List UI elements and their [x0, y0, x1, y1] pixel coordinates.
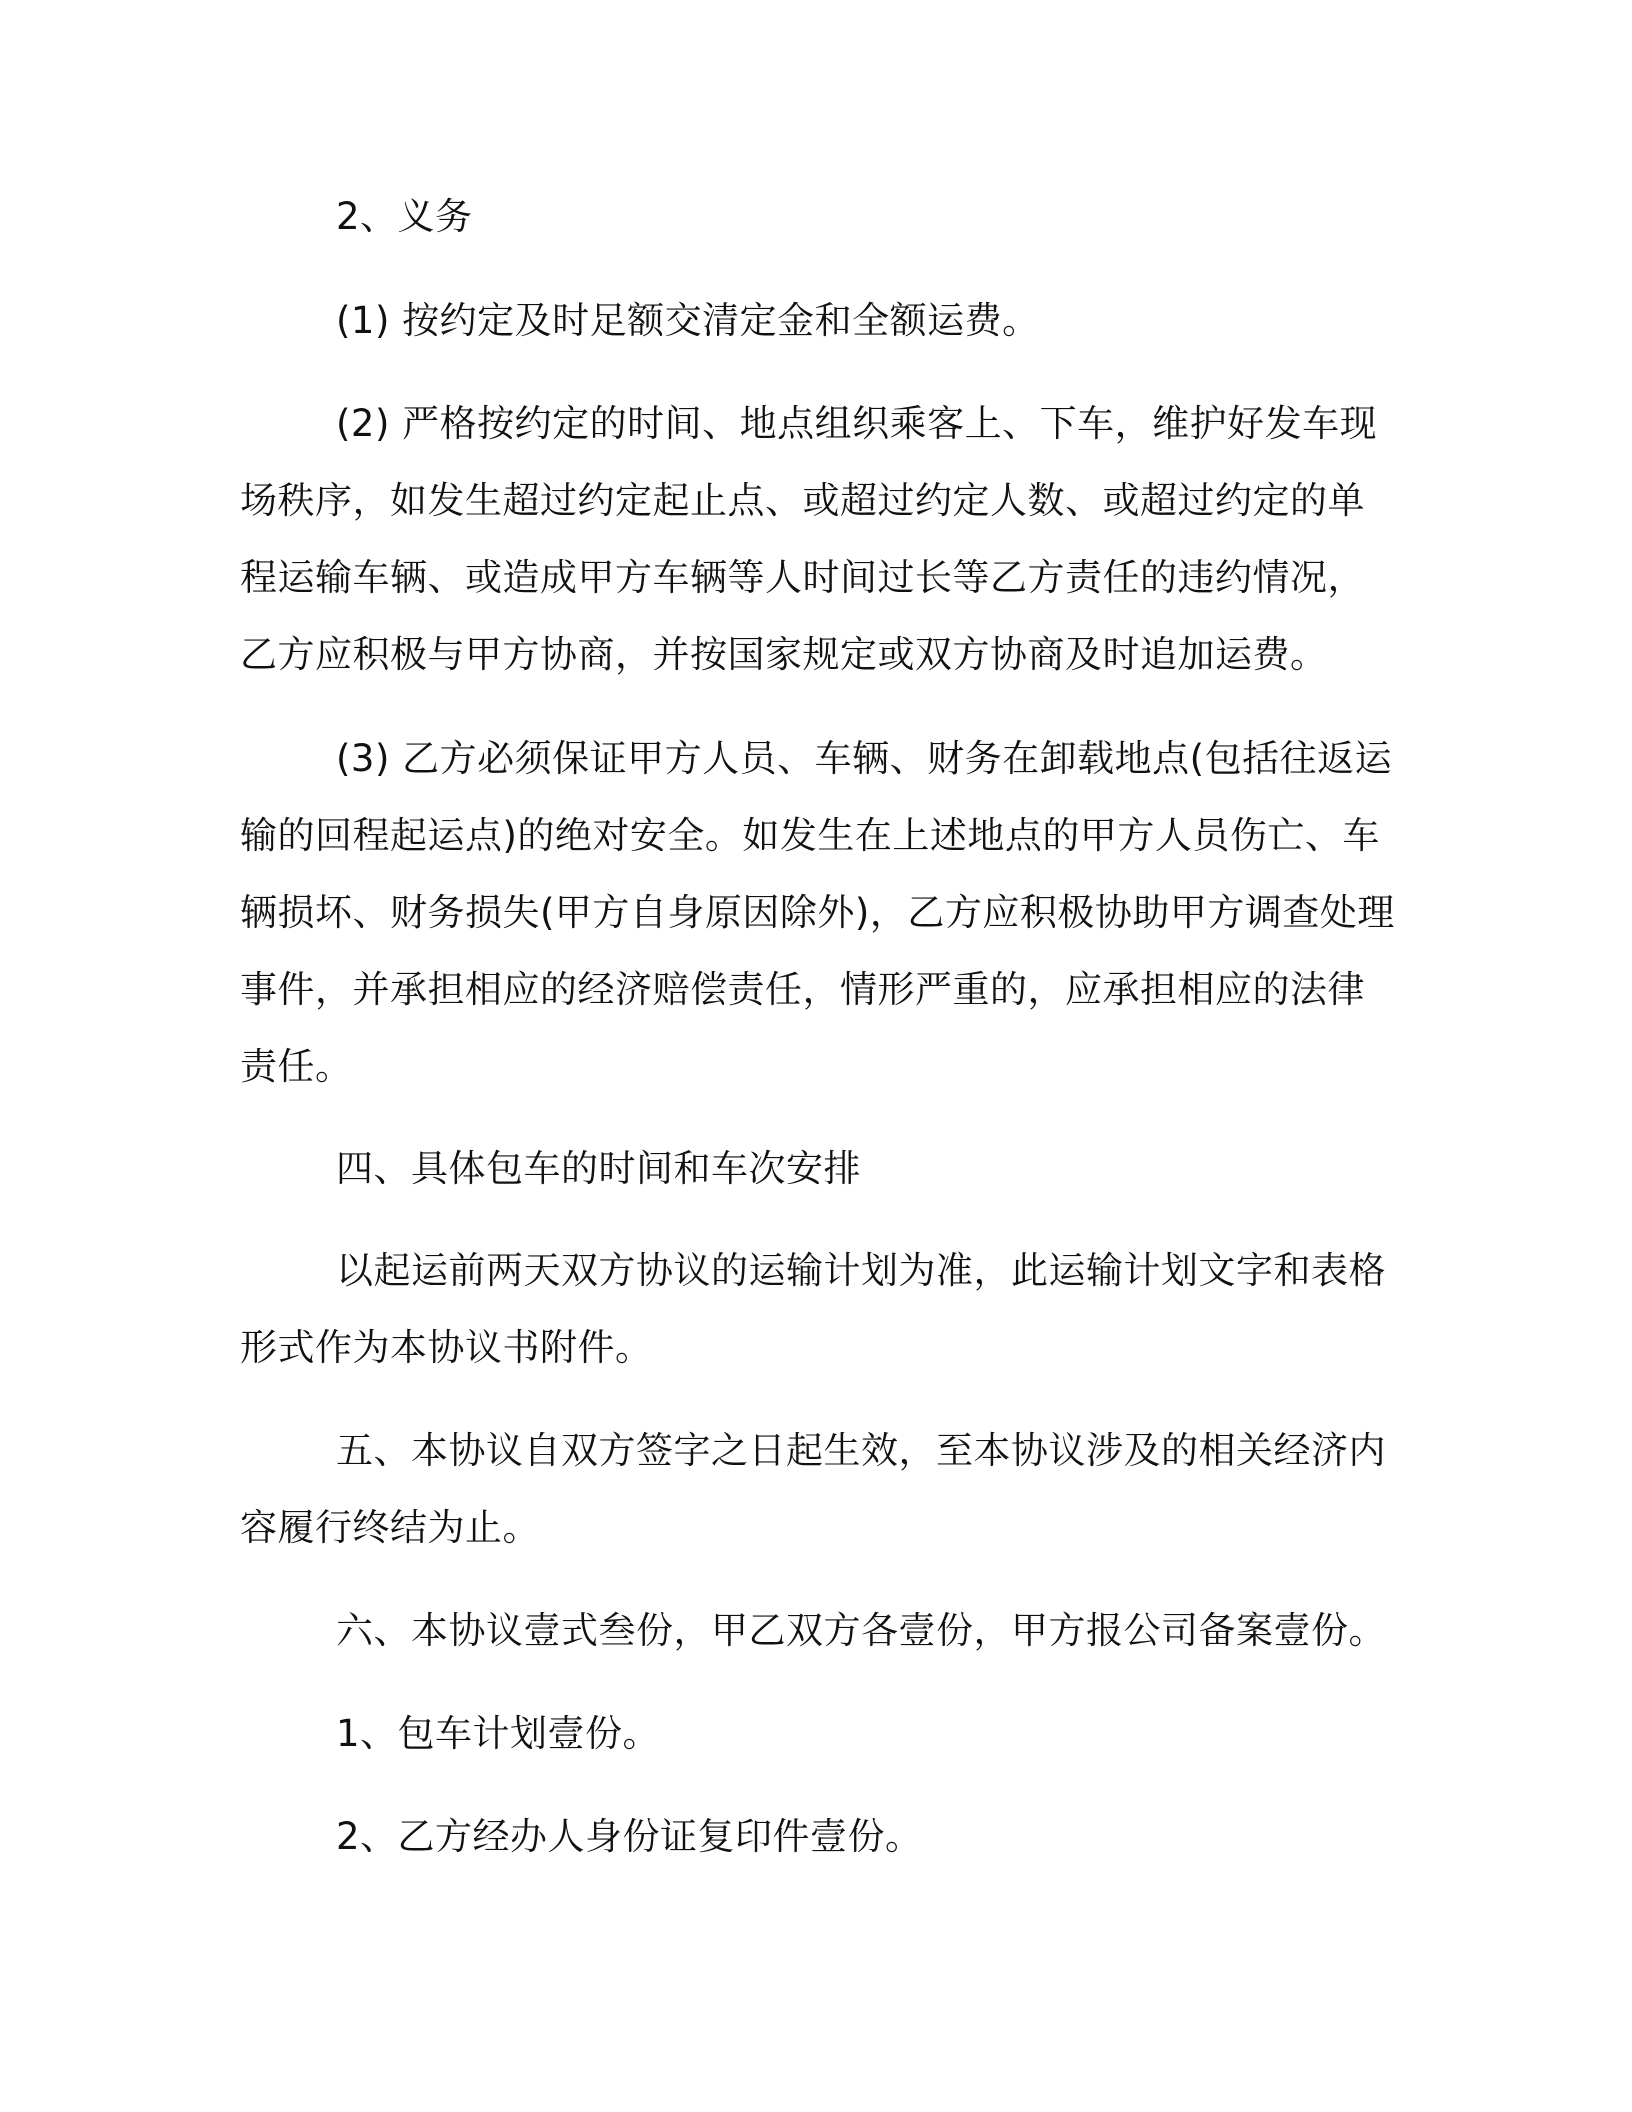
paragraph-line: 容履行终结为止。	[240, 1506, 540, 1549]
paragraph-line: (1) 按约定及时足额交清定金和全额运费。	[336, 299, 1040, 342]
paragraph-line: 五、本协议自双方签字之日起生效，至本协议涉及的相关经济内	[336, 1429, 1386, 1472]
paragraph-line: 四、具体包车的时间和车次安排	[336, 1147, 861, 1190]
paragraph-line: 输的回程起运点)的绝对安全。如发生在上述地点的甲方人员伤亡、车	[240, 814, 1380, 857]
paragraph-line: 程运输车辆、或造成甲方车辆等人时间过长等乙方责任的违约情况，	[240, 556, 1365, 599]
section-heading-5	[240, 1412, 1400, 1566]
paragraph-line: (2) 严格按约定的时间、地点组织乘客上、下车，维护好发车现	[336, 402, 1378, 445]
paragraph-line: 形式作为本协议书附件。	[240, 1326, 653, 1369]
attachment-item-1	[240, 1695, 1400, 1772]
paragraph-line: 事件，并承担相应的经济赔偿责任，情形严重的，应承担相应的法律	[240, 968, 1365, 1011]
paragraph-line: 1、包车计划壹份。	[336, 1712, 661, 1755]
paragraph-line: 辆损坏、财务损失(甲方自身原因除外)，乙方应积极协助甲方调查处理	[240, 891, 1395, 934]
paragraph-obligations-heading	[240, 178, 1400, 255]
paragraph-schedule	[240, 1232, 1400, 1386]
paragraph-item-1	[240, 282, 1400, 359]
paragraph-line: 场秩序，如发生超过约定起止点、或超过约定人数、或超过约定的单	[240, 479, 1365, 522]
paragraph-item-2	[240, 385, 1400, 693]
section-heading-6	[240, 1592, 1400, 1669]
paragraph-line: 2、乙方经办人身份证复印件壹份。	[336, 1815, 923, 1858]
paragraph-line: (3) 乙方必须保证甲方人员、车辆、财务在卸载地点(包括往返运	[336, 737, 1393, 780]
paragraph-item-3	[240, 720, 1400, 1105]
paragraph-line: 乙方应积极与甲方协商，并按国家规定或双方协商及时追加运费。	[240, 633, 1328, 676]
paragraph-line: 责任。	[240, 1045, 353, 1088]
section-heading-4	[240, 1130, 1400, 1207]
paragraph-line: 2、义务	[336, 195, 473, 238]
paragraph-line: 六、本协议壹式叁份，甲乙双方各壹份，甲方报公司备案壹份。	[336, 1609, 1386, 1652]
attachment-item-2	[240, 1798, 1400, 1875]
paragraph-line: 以起运前两天双方协议的运输计划为准，此运输计划文字和表格	[336, 1249, 1386, 1292]
